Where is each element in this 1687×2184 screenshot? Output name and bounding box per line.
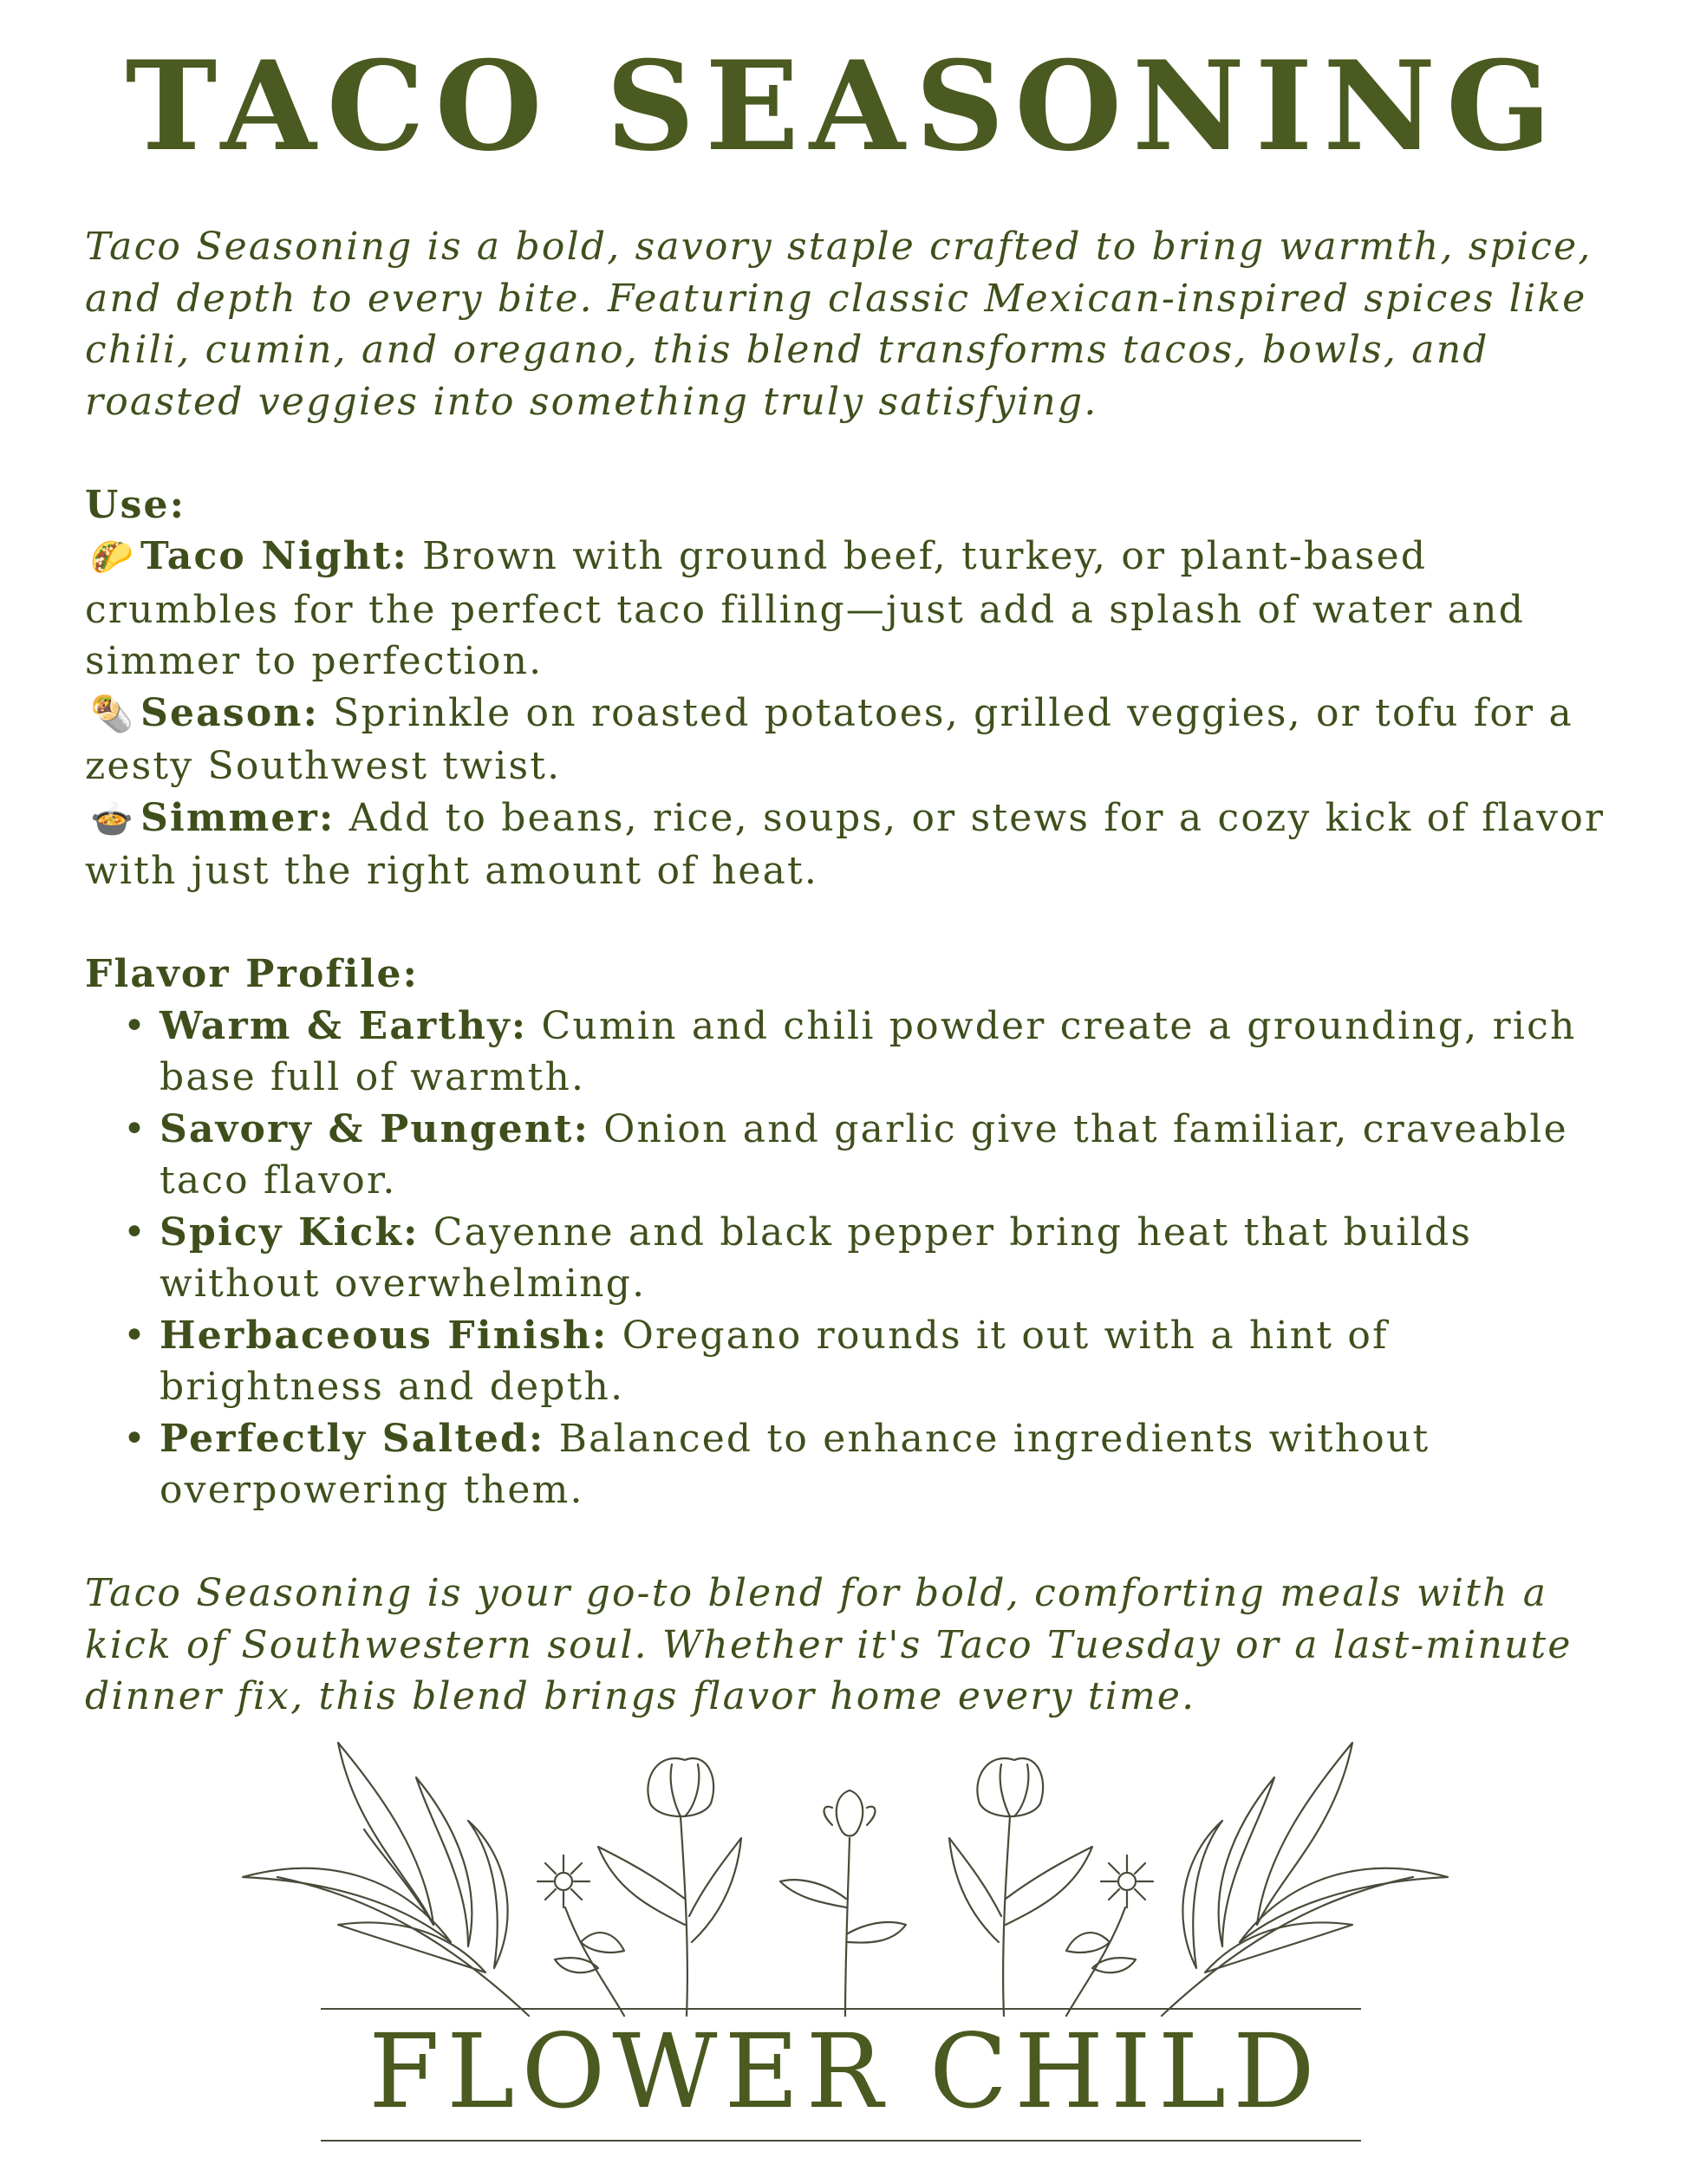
use-item-simmer [85, 792, 1611, 897]
floral-line-art-icon [234, 1725, 1456, 2020]
flavor-text: Cayenne and black pepper bring heat that builds without overwhelming. [160, 1209, 1473, 1306]
page-title: TACO SEASONING [125, 35, 1562, 179]
flavor-label: Savory & Pungent: [160, 1106, 590, 1151]
outro-paragraph: Taco Seasoning is your go-to blend for bold, comforting meals with a kick of Southwestern soul. Whether it's Taco Tuesday or a last-minute dinner fix, this blend brings flavor home every time. [85, 1571, 1573, 1718]
list-item [123, 1001, 1611, 1104]
bullet-icon: • [123, 1209, 148, 1255]
flavor-label: Warm & Earthy: [160, 1003, 528, 1048]
taco-icon: 🌮 [89, 538, 135, 577]
use-item-text: Brown with ground beef, turkey, or plant-based crumbles for the perfect taco filling—just add a splash of water and simmer to perfection. [85, 534, 1526, 683]
bullet-icon: • [123, 1313, 148, 1358]
use-item-text: Sprinkle on roasted potatoes, grilled veggies, or tofu for a zesty Southwest twist. [85, 690, 1573, 788]
list-item [123, 1104, 1611, 1207]
list-item [123, 1207, 1611, 1310]
divider [321, 2008, 1361, 2010]
bullet-icon: • [123, 1003, 148, 1048]
flavor-label: Spicy Kick: [160, 1209, 420, 1255]
divider [321, 2140, 1361, 2142]
use-heading: Use: [85, 482, 186, 527]
use-item-taco-night [85, 531, 1611, 688]
flavor-text: Balanced to enhance ingredients without overpowering them. [160, 1416, 1430, 1512]
use-item-label: Taco Night: [140, 534, 408, 578]
flavor-list [85, 1001, 1611, 1516]
intro-paragraph: Taco Seasoning is a bold, savory staple crafted to bring warmth, spice, and depth to every bite. Featuring classic Mexican-inspired spices like chili, cumin, and oregano, this blend transforms tacos, bowls, and roasted veggies into something truly satisfying. [85, 225, 1593, 424]
brand-logo [234, 1725, 1456, 2176]
stew-pot-icon: 🍲 [89, 799, 135, 839]
use-item-season [85, 688, 1611, 792]
bullet-icon: • [123, 1106, 148, 1151]
use-item-label: Season: [140, 690, 320, 735]
brand-name: FLOWER CHILD [368, 2011, 1322, 2131]
use-item-text: Add to beans, rice, soups, or stews for a cozy kick of flavor with just the right amount of heat. [85, 795, 1606, 893]
burrito-icon: 🌯 [89, 694, 135, 734]
content [85, 221, 1611, 1723]
flavor-label: Perfectly Salted: [160, 1416, 545, 1461]
list-item [123, 1310, 1611, 1413]
bullet-icon: • [123, 1416, 148, 1461]
flavor-label: Herbaceous Finish: [160, 1313, 609, 1358]
flavor-text: Onion and garlic give that familiar, craveable taco flavor. [160, 1106, 1568, 1203]
flavor-text: Cumin and chili powder create a grounding, rich base full of warmth. [160, 1003, 1577, 1099]
flavor-text: Oregano rounds it out with a hint of brightness and depth. [160, 1313, 1389, 1409]
flavor-heading: Flavor Profile: [85, 952, 420, 996]
list-item [123, 1413, 1611, 1516]
use-item-label: Simmer: [140, 795, 335, 840]
